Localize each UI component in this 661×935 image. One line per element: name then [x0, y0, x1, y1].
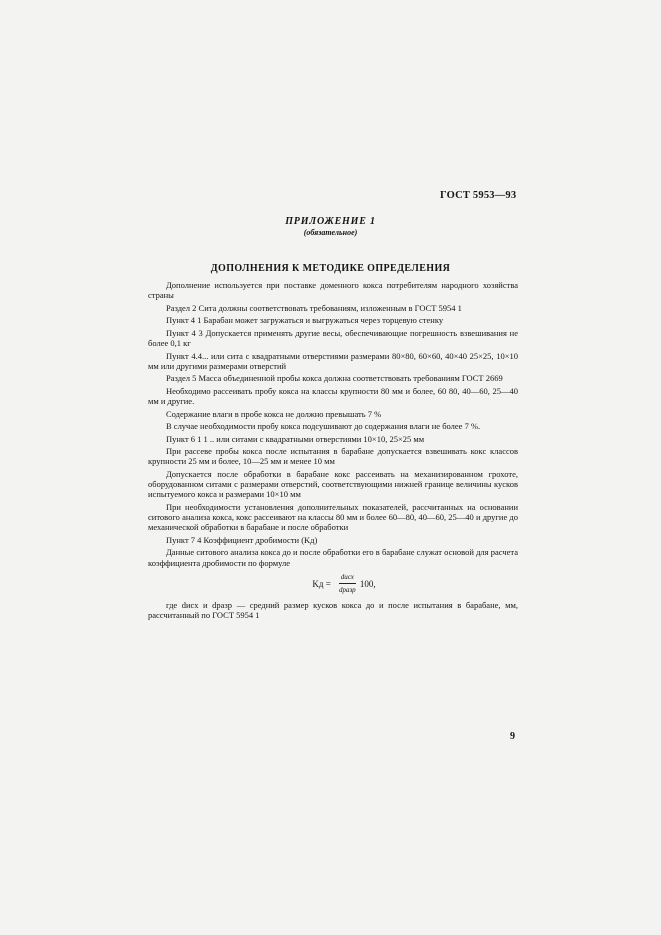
standard-header: ГОСТ 5953—93: [440, 190, 517, 201]
paragraph: Дополнение используется при поставке доменного кокса потребителям народного хозяйства страны: [148, 280, 518, 301]
paragraph: Пункт 6 1 1 .. или ситами с квадратными отверстиями 10×10, 25×25 мм: [166, 433, 425, 444]
paragraph: Пункт 4.4... или сита с квадратными отверстиями размерами 80×80, 60×60, 40×40 25×25, 10×10 мм или другими размерами отверстий: [148, 350, 518, 371]
paragraph: При необходимости установления дополнительных показателей, рассчитанных на основании ситового анализа кокса, кокс рассеивают на классы 80 мм и более 60—80, 40—60, 25—40 и другие до механической обработки в барабане и после обработки: [148, 501, 518, 533]
formula-rhs: 100,: [359, 578, 376, 589]
paragraph: Содержание влаги в пробе кокса не должно превышать 7 %: [166, 408, 382, 419]
paragraph: Раздел 2 Сита должны соответствовать требованиям, изложенным в ГОСТ 5954 1: [166, 302, 462, 313]
paragraph: Пункт 4 3 Допускается применять другие весы, обеспечивающие погрешность взвешивания не более 0,1 кг: [148, 327, 518, 349]
section-title: ДОПОЛНЕНИЯ К МЕТОДИКЕ ОПРЕДЕЛЕНИЯ: [210, 263, 451, 274]
formula-fraction: [339, 572, 356, 596]
page-number: 9: [510, 731, 515, 742]
formula-denominator: dразр: [338, 586, 356, 595]
body-text: [148, 280, 518, 622]
formula-lhs: Kд =: [312, 578, 331, 589]
paragraph: Данные ситового анализа кокса до и после обработки его в барабане служат основой для расчета коэффициента дробимости по формуле: [148, 547, 518, 568]
paragraph: Допускается после обработки в барабане кокс рассеивать на механизированном грохоте, оборудованном ситами с размерами отверстий, соответствующими нижней границе величины кусков испытуемого кокса и размерами 10×10 мм: [148, 468, 518, 500]
formula-numerator: dисх: [339, 572, 356, 584]
appendix-subtitle: (обязательное): [303, 228, 358, 237]
paragraph: Пункт 4 1 Барабан может загружаться и выгружаться через торцевую стенку: [166, 315, 444, 326]
formula: [170, 572, 518, 596]
appendix-title: ПРИЛОЖЕНИЕ 1: [285, 216, 376, 227]
paragraph: При рассеве пробы кокса после испытания в барабане допускается взвешивать кокс классов крупности 25 мм и более, 10—25 мм и менее 10 мм: [148, 446, 518, 467]
where-clause: где dисх и dразр — средний размер кусков кокса до и после испытания в барабане, мм, рассчитанный по ГОСТ 5954 1: [148, 599, 518, 620]
paragraph: Раздел 5 Масса объединенной пробы кокса должна соответствовать требованиям ГОСТ 2669: [166, 373, 503, 384]
paragraph: Пункт 7 4 Коэффициент дробимости (Kд): [166, 534, 318, 545]
paragraph: В случае необходимости пробу кокса подсушивают до содержания влаги не более 7 %.: [166, 421, 481, 432]
paragraph: Необходимо рассеивать пробу кокса на классы крупности 80 мм и более, 60 80, 40—60, 25—40 мм и другие.: [148, 385, 518, 407]
